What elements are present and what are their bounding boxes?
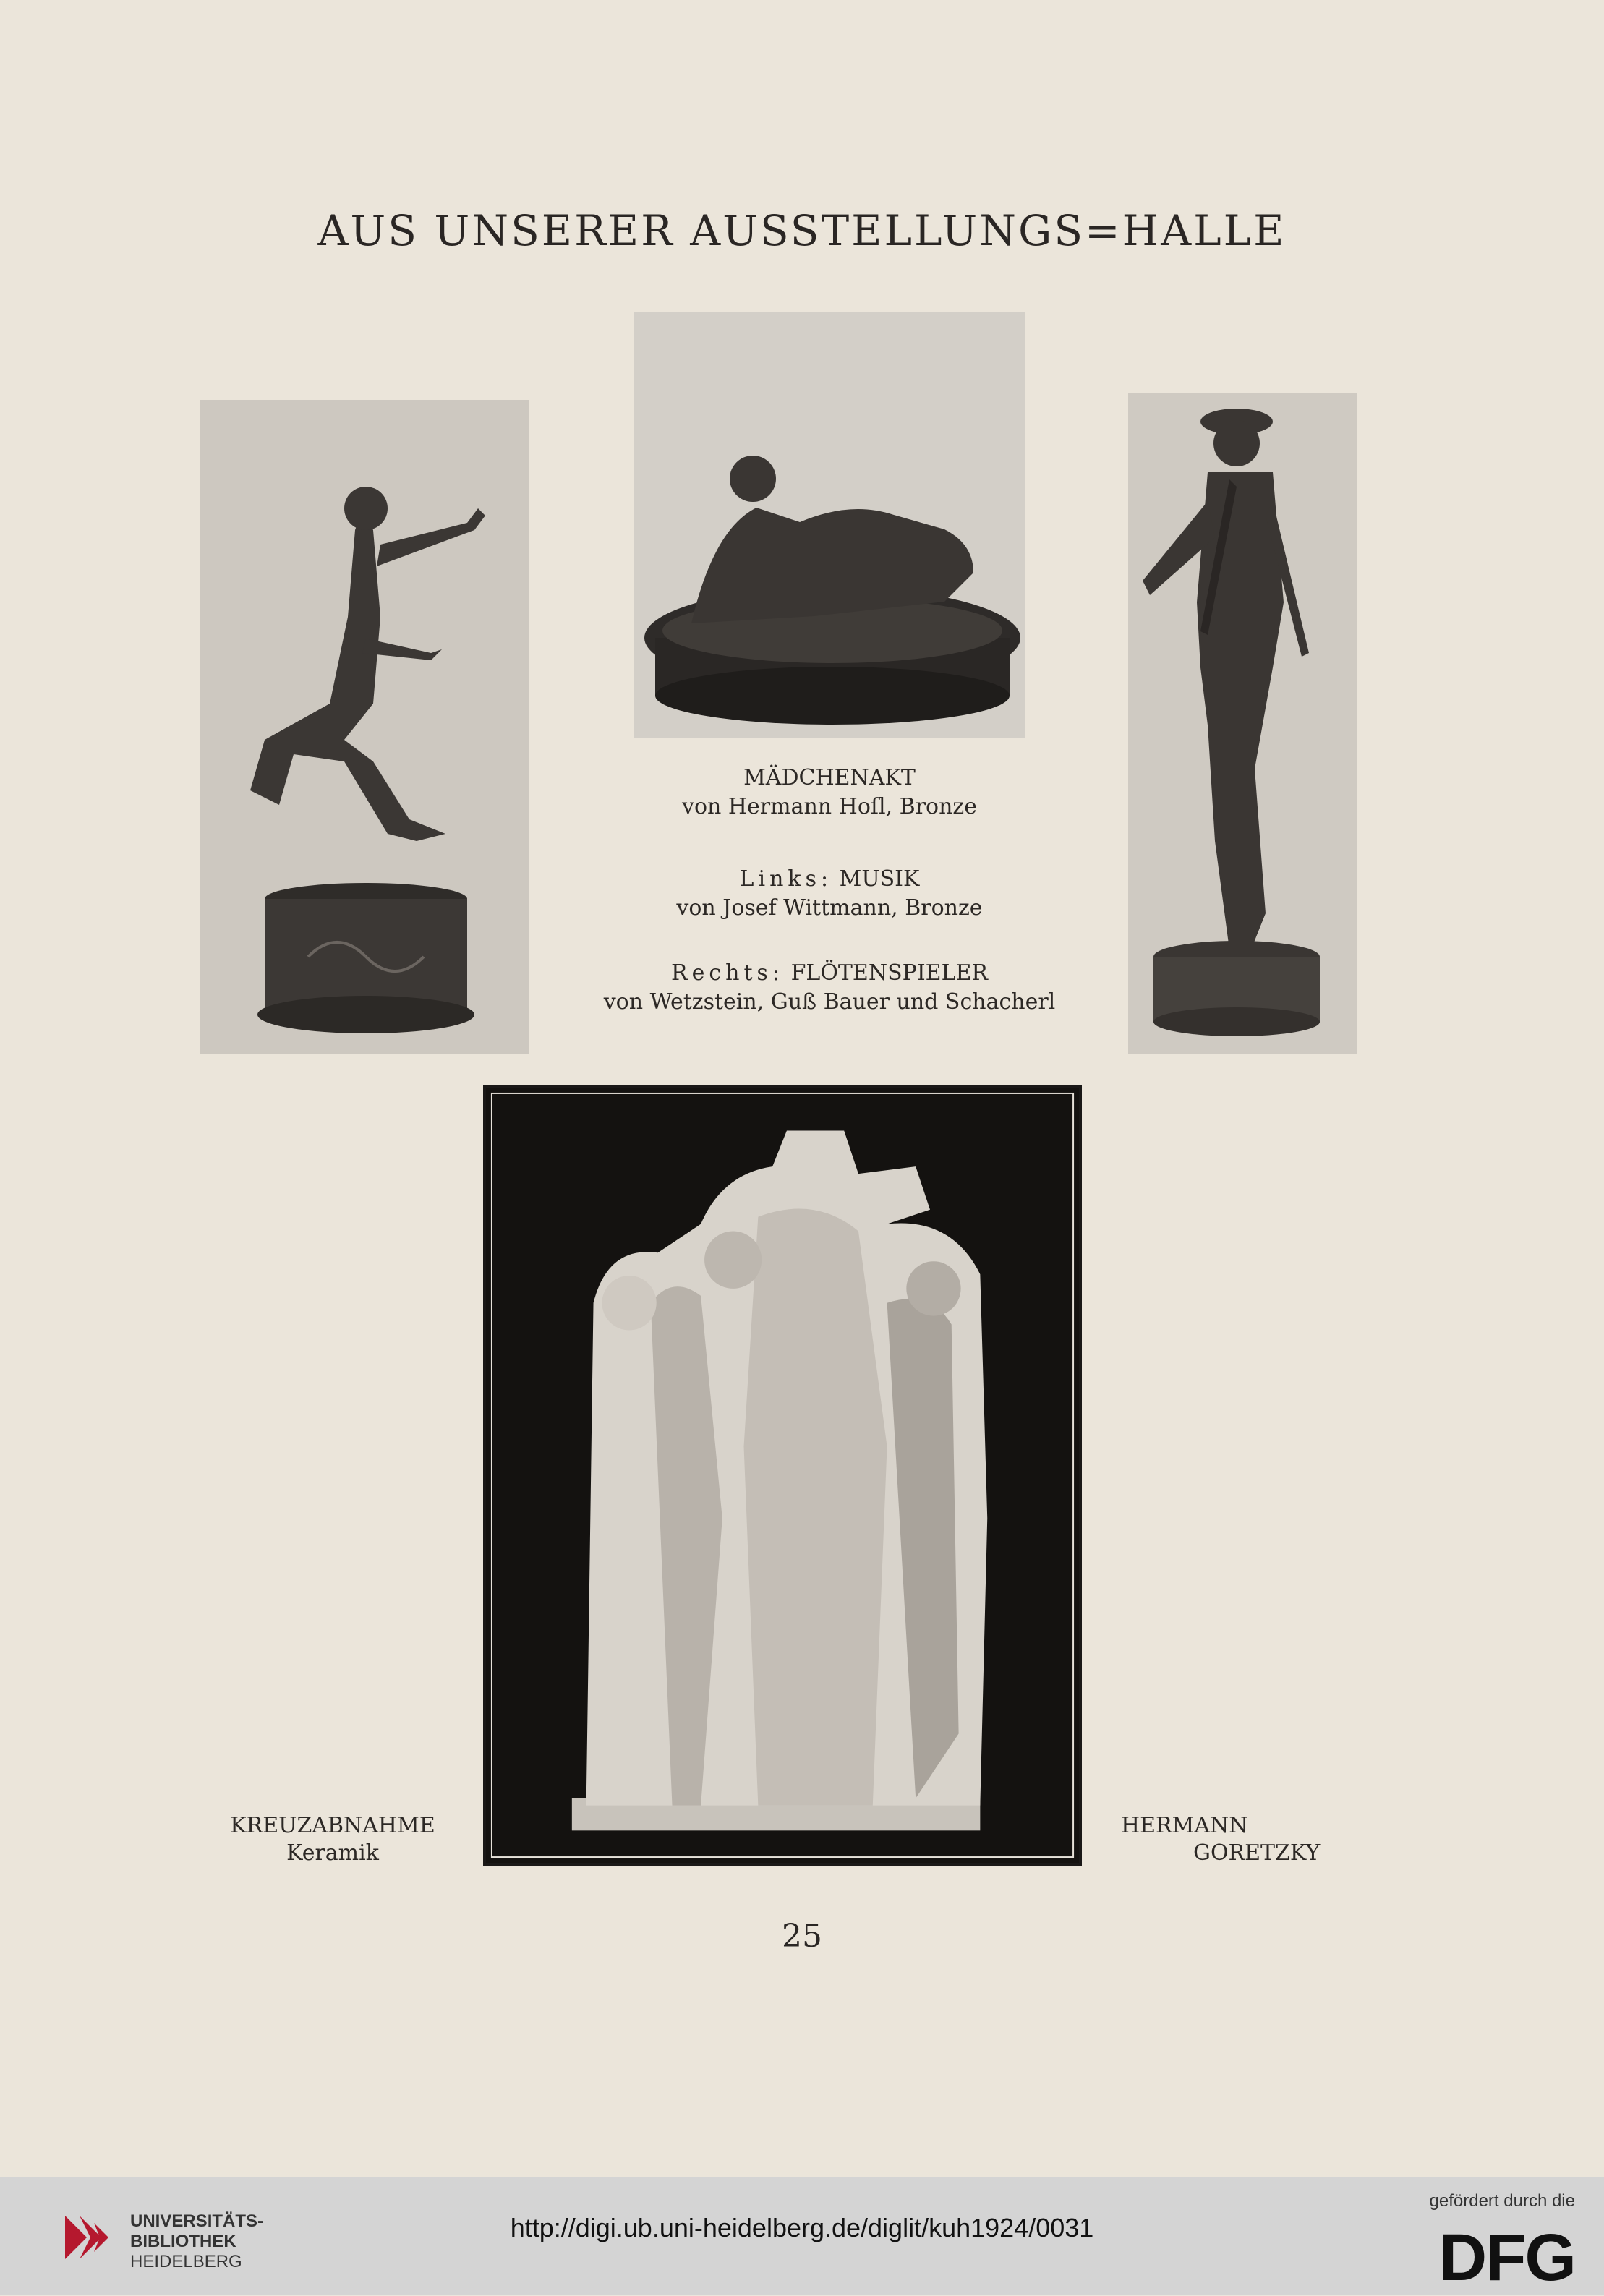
caption-maedchenakt-credit: von Hermann Hoſl, Bronze <box>682 794 977 819</box>
page-title: AUS UNSERER AUSSTELLUNGS=HALLE <box>317 206 1287 255</box>
photo-floetenspieler-sculpture <box>1128 393 1357 1054</box>
caption-musik-prefix: Links: <box>739 866 833 892</box>
caption-floetenspieler-title: FLÖTENSPIELER <box>790 960 988 986</box>
dfg-logo: DFG <box>1438 2221 1575 2295</box>
caption-maedchenakt-title: MÄDCHENAKT <box>743 765 916 790</box>
photo-kreuzabnahme-relief <box>483 1085 1082 1866</box>
caption-floetenspieler-credit: von Wetzstein, Guß Bauer und Schacherl <box>603 989 1056 1015</box>
funding-text: gefördert durch die <box>1429 2191 1575 2211</box>
library-name: UNIVERSITÄTS- BIBLIOTHEK HEIDELBERG <box>130 2211 264 2271</box>
caption-floetenspieler-prefix: Rechts: <box>671 960 785 986</box>
caption-artist-line2: GORETZKY <box>1193 1840 1321 1866</box>
caption-floetenspieler <box>561 959 1098 1017</box>
permalink-url[interactable]: http://digi.ub.uni-heidelberg.de/diglit/kuh1924/0031 <box>510 2213 1094 2242</box>
caption-musik-title: MUSIK <box>839 866 920 892</box>
caption-kreuzabnahme <box>217 1812 448 1867</box>
caption-musik <box>561 865 1098 923</box>
caption-artist-line1: HERMANN <box>1121 1813 1248 1838</box>
photo-musik-sculpture <box>200 400 529 1054</box>
caption-kreuzabnahme-title: KREUZABNAHME <box>230 1813 435 1838</box>
page-number: 25 <box>782 1918 822 1955</box>
footer-bar <box>0 2177 1604 2295</box>
caption-artist <box>1099 1812 1345 1867</box>
caption-kreuzabnahme-material: Keramik <box>286 1840 379 1866</box>
caption-musik-credit: von Josef Wittmann, Bronze <box>676 895 983 921</box>
caption-maedchenakt <box>634 764 1025 821</box>
photo-maedchenakt-sculpture <box>634 312 1025 738</box>
